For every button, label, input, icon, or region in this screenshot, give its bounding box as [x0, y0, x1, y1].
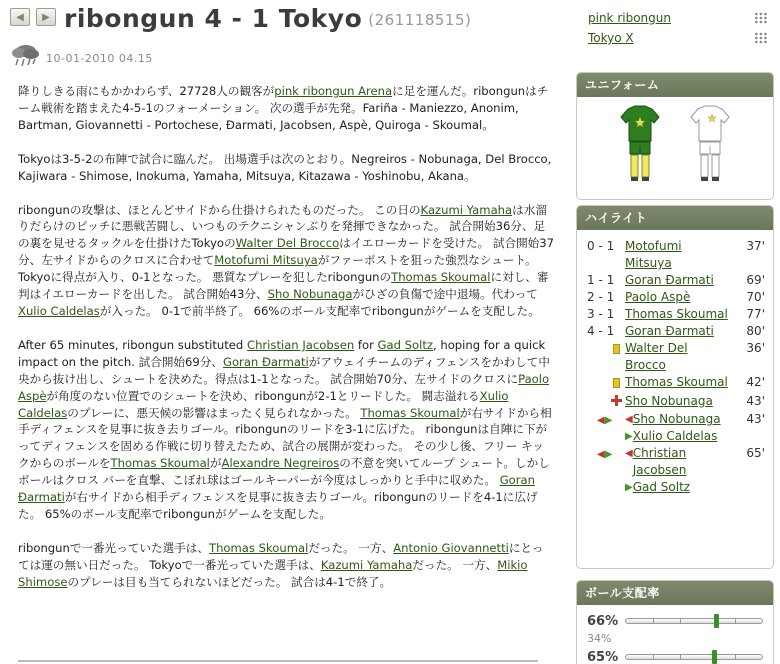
player-link[interactable]: Walter Del Brocco [625, 341, 688, 372]
possession-opponent-value: 34% [587, 632, 612, 645]
highlight-row [577, 323, 773, 340]
player-line [625, 340, 729, 374]
player-link[interactable]: Kazumi Yamaha [320, 557, 413, 572]
highlights-list [577, 230, 773, 496]
possession-value: 65% [587, 649, 619, 664]
highlight-row [577, 306, 773, 323]
highlight-players [625, 445, 729, 496]
highlight-players [625, 272, 729, 289]
player-link[interactable]: Thomas Skoumal [625, 375, 728, 389]
possession-marker [712, 650, 717, 664]
event-icon [577, 340, 625, 359]
player-line [625, 306, 729, 323]
player-in-icon: ▶ [625, 431, 633, 442]
player-link[interactable]: Goran Đarmati [222, 354, 309, 369]
score: 4 - 1 [587, 324, 615, 338]
match-report-text [18, 83, 554, 608]
player-link[interactable]: Goran Đarmati [625, 273, 714, 287]
report-paragraph: ribongunの攻撃は、ほとんどサイドから仕掛けられたものだった。 この日のKazumi Yamahaは水溜りだらけのピッチに悪戦苦闘し、いつものテクニシャンぶりを発揮できなかった。 試合開始36分、足の裏を見せるタックルを仕掛けたTokyoのWalter Del Broccoはイエローカードを受けた。 試合開始37分、左サイドからのクロスに合わせてMotofumi Mitsuyaがファーポストを狙った強烈なシュート。Tokyoに得点が入り、0-1となった。 悪質なプレーを犯したribongunのThomas Skoumalに対し、審判はイエローカードを出した。 試合開始43分、Sho Nobunagaがひざの負傷で途中退場。代わってXulio Caldelasが入った。 0-1で前半終了。 66%のボール支配率でribongunがゲームを支配した。 [18, 202, 555, 318]
report-paragraph: 降りしきる雨にもかかわらず、27728人の観客がpink ribongun Arenaに足を運んだ。ribongunはチーム戦術を踏まえた4-5-1のフォーメーション。 次の選手が先発。Fariña - Maniezzo, Anonim, Bartman, Giovannetti - Portochese, Đarmati, Jacobsen, Aspè, Quiroga - Skoumal。 [18, 84, 549, 132]
possession-list [577, 605, 773, 664]
player-link[interactable]: Mikio Shimose [18, 557, 528, 589]
drag-handle-icon[interactable] [754, 32, 768, 44]
score: 0 - 1 [587, 239, 615, 253]
player-link[interactable]: Christian Jacobsen [246, 337, 355, 352]
possession-header: ボール支配率 [577, 581, 773, 605]
arrow-right-icon: ▶ [42, 11, 50, 23]
player-link[interactable]: pink ribongun Arena [274, 84, 393, 98]
score: 1 - 1 [587, 273, 615, 287]
match-date: 10-01-2010 04.15 [46, 52, 153, 65]
highlight-row [577, 289, 773, 306]
bar-divider [735, 619, 736, 623]
player-line [625, 428, 729, 445]
team-link-home[interactable]: pink ribongun [588, 11, 671, 25]
match-title: ribongun 4 - 1 Tokyo [64, 4, 363, 33]
player-link[interactable]: Thomas Skoumal [360, 405, 460, 420]
minute: 80' [746, 324, 765, 338]
player-link[interactable]: Thomas Skoumal [625, 307, 728, 321]
away-kit-icon [690, 105, 730, 185]
player-link[interactable]: Sho Nobunaga [267, 287, 353, 302]
page-title [64, 4, 471, 33]
uniform-box [576, 72, 774, 200]
player-link[interactable]: Paolo Aspè [18, 371, 550, 403]
player-link[interactable]: Goran Đarmati [18, 473, 535, 505]
navigation-buttons [10, 8, 56, 26]
highlight-players [625, 238, 729, 272]
bar-divider [680, 655, 681, 659]
minute: 65' [746, 446, 765, 460]
minute: 37' [746, 239, 765, 253]
uniform-header: ユニフォーム [577, 73, 773, 97]
report-paragraph: Tokyoは3-5-2の布陣で試合に臨んだ。 出場選手は次のとおり。Negreiros - Nobunaga, Del Brocco, Kajiwara - Shimose, Inokuma, Yamaha, Mitsuya, Kitazawa - Yoshinobu, Akana。 [18, 151, 552, 183]
player-link[interactable]: Sho Nobunaga [625, 394, 713, 408]
player-link[interactable]: Thomas Skoumal [110, 456, 210, 471]
player-line [625, 323, 729, 340]
highlight-row [577, 238, 773, 272]
yellow-card-icon [613, 344, 620, 354]
player-line [625, 289, 729, 306]
minute: 77' [746, 307, 765, 321]
player-line [625, 238, 729, 272]
forward-button[interactable] [36, 8, 56, 26]
possession-bar [625, 654, 763, 660]
highlight-players [625, 323, 729, 340]
yellow-card-icon [613, 378, 620, 388]
possession-row [587, 647, 763, 664]
highlights-box [576, 205, 774, 569]
player-line [625, 374, 729, 391]
team-link-row [576, 28, 780, 48]
highlight-players [625, 306, 729, 323]
highlights-header: ハイライト [577, 206, 773, 230]
highlight-row [577, 374, 773, 393]
player-link[interactable]: Thomas Skoumal [208, 540, 309, 555]
minute: 43' [746, 394, 765, 408]
player-out-icon: ◀ [625, 414, 633, 425]
drag-handle-icon[interactable] [754, 12, 768, 24]
highlight-players [625, 289, 729, 306]
player-link[interactable]: Sho Nobunaga [632, 412, 721, 426]
report-paragraph: ribongunで一番光っていた選手は、Thomas Skoumalだった。 一方、Antonio Giovannettiにとっては運の無い日だった。 Tokyoで一番光っていた選手は、Kazumi Yamahaだった。 一方、Mikio Shimoseのプレーは目も当てられないほどだった。 試合は4-1で終了。 [18, 540, 544, 589]
player-link[interactable]: Gad Soltz [377, 337, 433, 352]
match-id: (261118515) [368, 11, 472, 29]
back-button[interactable] [10, 8, 30, 26]
player-line [625, 411, 729, 428]
minute: 42' [746, 375, 765, 389]
highlight-players [625, 340, 729, 374]
player-link[interactable]: Xulio Caldelas [632, 429, 718, 443]
player-in-icon: ▶ [625, 482, 633, 493]
minute: 36' [746, 341, 765, 355]
player-link[interactable]: Motofumi Mitsuya [625, 239, 682, 270]
possession-box [576, 580, 774, 664]
score: 3 - 1 [587, 307, 615, 321]
event-icon [577, 411, 625, 428]
injury-cross-icon [611, 395, 622, 406]
player-line [625, 479, 729, 496]
player-link[interactable]: Xulio Caldelas [18, 388, 509, 420]
arrow-left-icon: ◀ [16, 11, 24, 23]
highlight-players [625, 393, 729, 410]
possession-bar [625, 618, 763, 624]
highlight-players [625, 374, 729, 391]
player-link[interactable]: Kazumi Yamaha [420, 202, 513, 217]
possession-marker [714, 614, 719, 628]
kits [577, 97, 773, 185]
home-kit-icon [620, 105, 660, 185]
player-link[interactable]: Motofumi Mitsuya [214, 253, 318, 268]
player-link[interactable]: Goran Đarmati [625, 324, 714, 338]
player-out-icon: ◀ [625, 448, 633, 459]
player-line [625, 445, 729, 479]
player-link[interactable]: Christian Jacobsen [632, 446, 687, 477]
highlight-row [577, 393, 773, 411]
minute: 69' [746, 273, 765, 287]
player-link[interactable]: Alexandre Negreiros [221, 456, 340, 471]
bar-divider [653, 655, 654, 659]
team-link-away[interactable]: Tokyo X [588, 31, 634, 45]
divider [18, 660, 538, 662]
bar-divider [680, 619, 681, 623]
player-link[interactable]: Paolo Aspè [625, 290, 691, 304]
rain-cloud-icon [10, 42, 40, 68]
event-icon [577, 445, 625, 462]
bar-divider [735, 655, 736, 659]
minute: 70' [746, 290, 765, 304]
player-line [625, 393, 729, 410]
player-link[interactable]: Thomas Skoumal [391, 270, 491, 285]
event-icon [577, 393, 625, 411]
report-paragraph: After 65 minutes, ribongun substituted Christian Jacobsen for Gad Soltz, hoping for a quick impact on the pitch. 試合開始69分、Goran Đarmatiがアウェイチームのディフェンスをかわして中央から抜け出し、シュートを決めた。得点は1-1となった。 試合開始70分、左サイドのクロスにPaolo Aspèが角度のない位置でのシュートを決め、ribongunが2-1とリードした。 闘志溢れるXulio Caldelasのプレーに、悪天候の影響はまったく見られなかった。 Thomas Skoumalが右サイドから相手ディフェンスを見事に抜き去りゴール。ribongunのリードを3-1に広げた。 ribongunは自陣に下がってディフェンスを固める作戦に切り替えたため、試合の展開が変わった。 その少し後、フリー キックからのボールをThomas SkoumalがAlexandre Negreirosの不意を突いてループ シュート。しかしボールはクロス バーを直撃、こぼれ球はゴールキーパーが今度はしっかりと手中に収めた。 Goran Đarmatiが右サイドから相手ディフェンスを見事に抜き去りゴール。ribongunのリードを4-1に広げた。 65%のボール支配率でribongunがゲームを支配した。 [18, 337, 552, 521]
highlight-row [577, 340, 773, 374]
player-line [625, 272, 729, 289]
highlight-players [625, 411, 729, 445]
player-link[interactable]: Walter Del Brocco [235, 236, 340, 251]
highlight-row [577, 445, 773, 496]
team-list [576, 0, 780, 48]
sidebar [576, 0, 780, 664]
highlight-row [577, 411, 773, 445]
team-link-row [576, 8, 780, 28]
highlight-row [577, 272, 773, 289]
player-link[interactable]: Xulio Caldelas [18, 303, 100, 318]
bar-divider [653, 619, 654, 623]
event-icon [577, 374, 625, 393]
possession-row [587, 611, 763, 631]
minute: 43' [746, 412, 765, 426]
player-link[interactable]: Gad Soltz [632, 480, 691, 494]
substitution-icon: ◀▶ [597, 449, 613, 460]
score: 2 - 1 [587, 290, 615, 304]
possession-value: 66% [587, 613, 619, 629]
substitution-icon: ◀▶ [597, 415, 613, 426]
player-link[interactable]: Antonio Giovannetti [393, 540, 509, 555]
